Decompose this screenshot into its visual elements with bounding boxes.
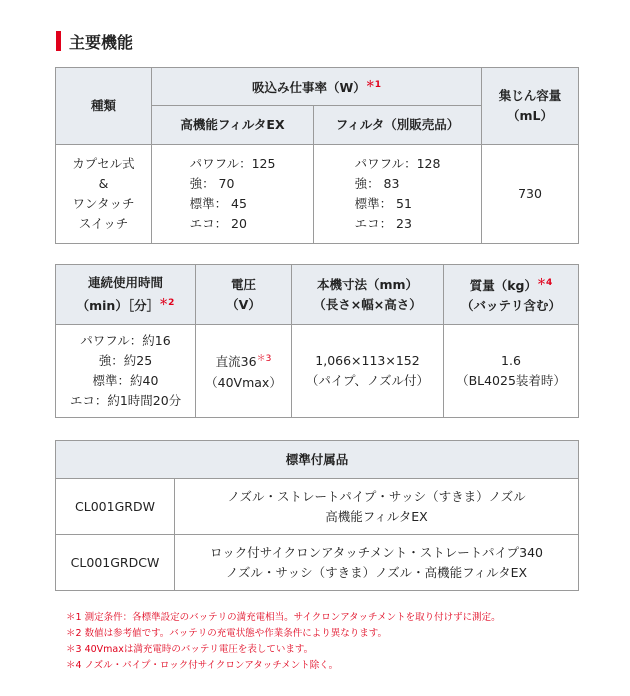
- heading-accent-bar: [56, 31, 61, 51]
- footnote-4: ＊4 ノズル・パイプ・ロック付サイクロンアタッチメント除く。: [66, 660, 339, 671]
- footnote-2: ＊2 数値は参考値です。バッテリの充電状態や作業条件により異なります。: [66, 628, 388, 639]
- hi-filter-values: パワフル：125 強： 70 標準： 45 エコ： 20: [152, 145, 314, 244]
- header-dust-capacity: 集じん容量 （mL）: [482, 68, 579, 145]
- note-mark-3: ＊3: [256, 354, 272, 365]
- footnotes: [66, 610, 586, 674]
- accessories-cell: ノズル・ストレートパイプ・サッシ（すきま）ノズル 高機能フィルタEX: [175, 479, 579, 535]
- footnote-3: ＊3 40Vmaxは満充電時のバッテリ電圧を表しています。: [66, 644, 314, 655]
- suction-spec-table: [55, 67, 579, 244]
- section-title: 主要機能: [69, 32, 134, 52]
- usage-spec-table: [55, 264, 579, 418]
- voltage-value: 直流$36^{*3}$ （40Vmax）: [196, 325, 292, 418]
- note-mark-4: ＊4: [537, 277, 553, 288]
- header-suction-power: 吸込み仕事率$(W)^{*1}$: [152, 68, 482, 106]
- filter-values: パワフル：128 強： 83 標準： 51 エコ： 23: [314, 145, 482, 244]
- section-heading: [56, 30, 133, 52]
- header-accessories: 標準付属品: [56, 441, 579, 479]
- header-dimensions: 本機寸法（mm） （長さ×幅×高さ）: [292, 265, 444, 325]
- runtime-values: パワフル：約16 強：約25 標準：約40 エコ：約1時間20分: [56, 325, 196, 418]
- table-row: [56, 479, 579, 535]
- header-runtime: 連続使用時間 （min）［分］$^{*2}$: [56, 265, 196, 325]
- model-cell: CL001GRDW: [56, 479, 175, 535]
- header-voltage: 電圧 （V）: [196, 265, 292, 325]
- dimensions-value: 1,066×113×152 （パイプ、ノズル付）: [292, 325, 444, 418]
- header-type: 種類: [56, 68, 152, 145]
- footnote-1: ＊1 測定条件：各標準設定のバッテリの満充電相当。サイクロンアタッチメントを取り付けずに測定。: [66, 612, 501, 623]
- subheader-filter: フィルタ（別販売品）: [314, 106, 482, 145]
- accessories-cell: ロック付サイクロンアタッチメント・ストレートパイプ340 ノズル・サッシ（すきま）ノズル・高機能フィルタEX: [175, 535, 579, 591]
- note-mark-1: ＊1: [365, 79, 382, 90]
- accessories-table: [55, 440, 579, 591]
- table-row: [56, 535, 579, 591]
- type-cell: カプセル式 & ワンタッチ スイッチ: [56, 145, 152, 244]
- header-mass: 質量（kg）$^{*4}$ （バッテリ含む）: [444, 265, 579, 325]
- note-mark-2: ＊2: [159, 297, 175, 308]
- mass-value: 1.6 （BL4025装着時）: [444, 325, 579, 418]
- dust-capacity-value: 730: [482, 145, 579, 244]
- model-cell: CL001GRDCW: [56, 535, 175, 591]
- subheader-hi-filter: 高機能フィルタEX: [152, 106, 314, 145]
